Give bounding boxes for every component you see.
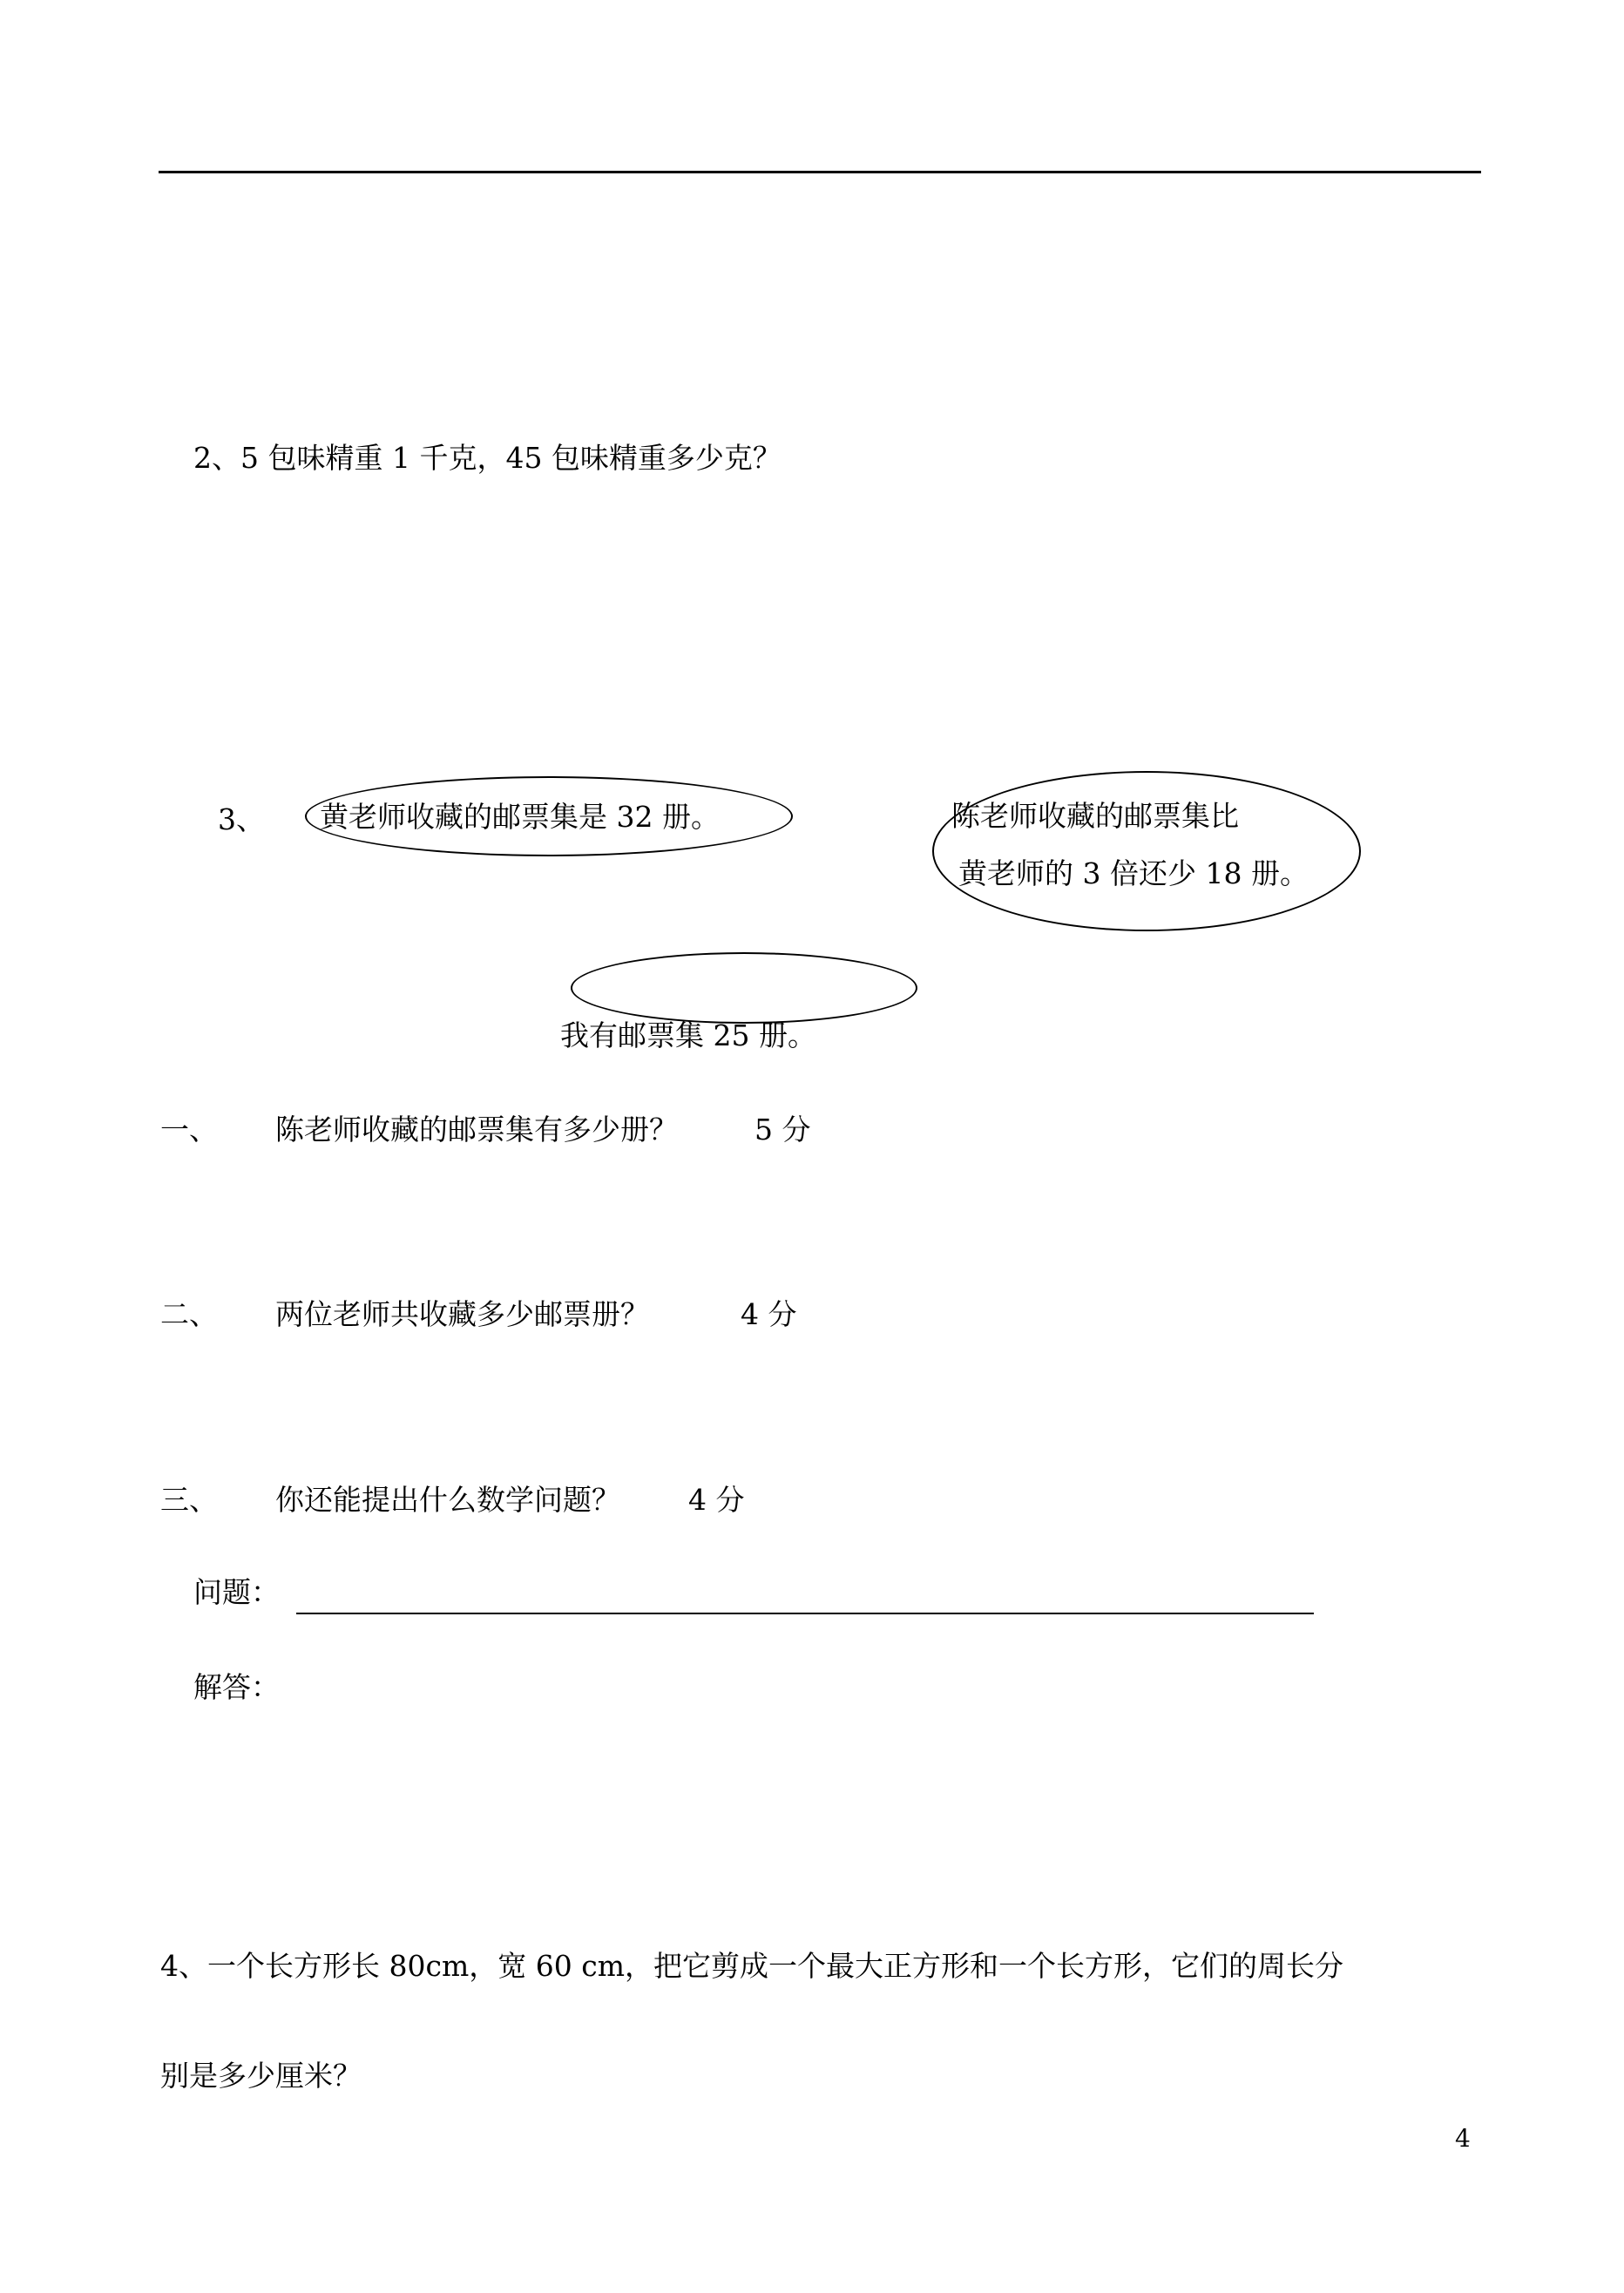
sub-question-1-score: 5 分 (754, 1113, 811, 1146)
question-2-text: 2、5 包味精重 1 千克，45 包味精重多少克？ (193, 441, 782, 475)
question-label: 问题： (193, 1575, 280, 1609)
header-rule (159, 171, 1481, 173)
sub-question-2-number: 二、 (160, 1297, 218, 1331)
page-number: 4 (1455, 2124, 1471, 2153)
answer-label: 解答： (193, 1670, 280, 1704)
bubble-me-text: 我有邮票集 25 册。 (560, 1018, 816, 1052)
sub-question-2-text: 两位老师共收藏多少邮票册？ (275, 1297, 649, 1331)
bubble-huang-text: 黄老师收藏的邮票集是 32 册。 (320, 800, 720, 834)
speech-bubble-chen (932, 771, 1361, 931)
sub-question-3-score: 4 分 (688, 1483, 745, 1517)
question-4-line1: 4、一个长方形长 80cm，宽 60 cm，把它剪成一个最大正方形和一个长方形，它们的周长分 (160, 1949, 1343, 1983)
sub-question-1-text: 陈老师收藏的邮票集有多少册？ (275, 1113, 678, 1146)
sub-question-3-number: 三、 (160, 1483, 218, 1517)
question-3-number: 3、 (218, 802, 265, 836)
sub-question-2-score: 4 分 (741, 1297, 797, 1331)
sub-question-1-number: 一、 (160, 1113, 218, 1146)
sub-question-3-text: 你还能提出什么数学问题？ (275, 1483, 620, 1517)
bubble-chen-line1: 陈老师收藏的邮票集比 (951, 799, 1239, 833)
question-answer-line (296, 1613, 1314, 1614)
speech-bubble-me (571, 952, 917, 1024)
question-4-line2: 别是多少厘米？ (160, 2059, 362, 2093)
bubble-chen-line2: 黄老师的 3 倍还少 18 册。 (958, 856, 1309, 890)
